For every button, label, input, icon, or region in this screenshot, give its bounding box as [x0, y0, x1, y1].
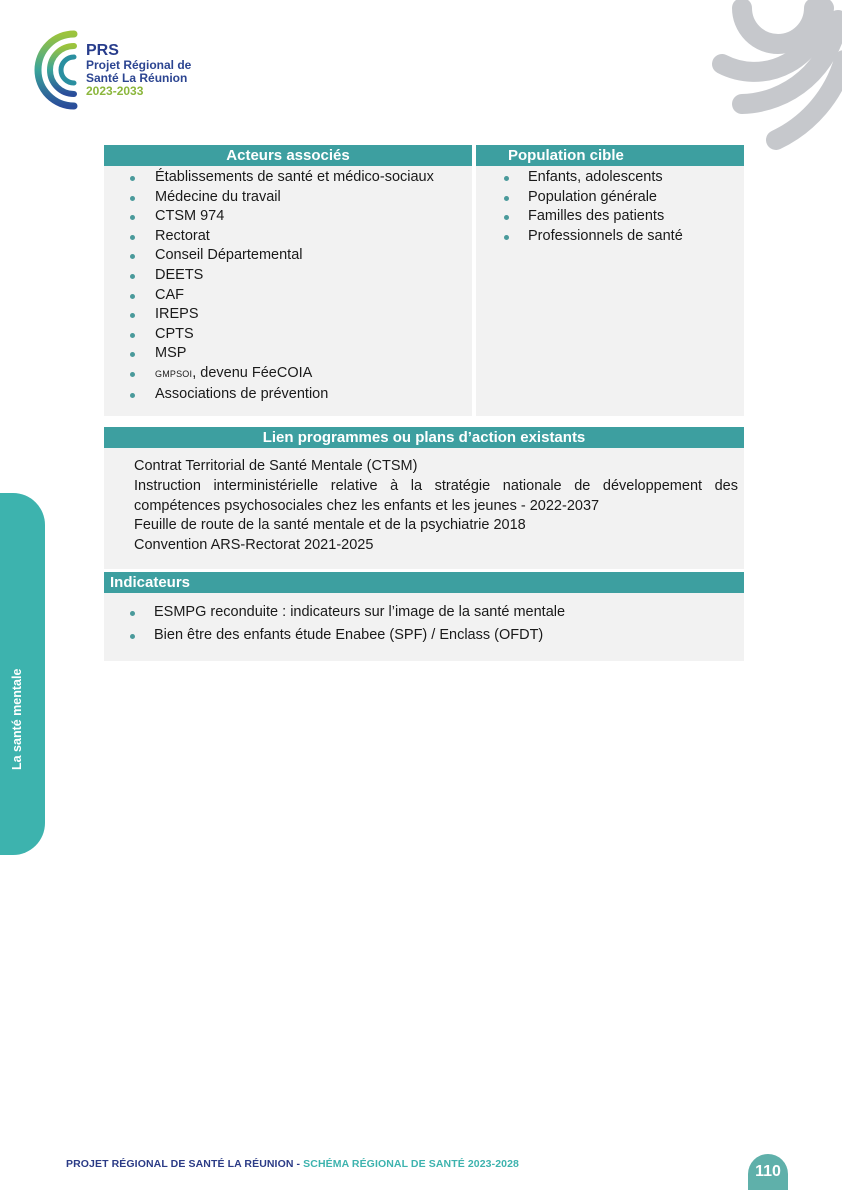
bullet-icon: [504, 196, 509, 201]
page-number: 110: [748, 1154, 788, 1190]
bullet-icon: [504, 176, 509, 181]
bullet-icon: [130, 352, 135, 357]
list-item: Rectorat: [104, 227, 472, 247]
prs-logo: [24, 30, 224, 112]
list-item: Médecine du travail: [104, 188, 472, 208]
list-item: ESMPG reconduite : indicateurs sur l’image de la santé mentale: [104, 601, 744, 624]
list-item: MSP: [104, 344, 472, 364]
bullet-icon: [130, 333, 135, 338]
list-item: Conseil Départemental: [104, 246, 472, 266]
acteurs-population-table: [104, 145, 744, 416]
bullet-icon: [130, 274, 135, 279]
bullet-icon: [130, 634, 135, 639]
list-item: CAF: [104, 286, 472, 306]
list-item: Associations de prévention: [104, 385, 472, 405]
bullet-icon: [130, 372, 135, 377]
logo-acronym: PRS: [86, 42, 119, 59]
population-list: [476, 168, 744, 246]
bullet-icon: [504, 235, 509, 240]
indicateurs-header: Indicateurs: [104, 572, 744, 593]
bullet-icon: [130, 254, 135, 259]
list-item: CPTS: [104, 325, 472, 345]
lien-line: Contrat Territorial de Santé Mentale (CTSM): [134, 458, 418, 474]
lien-content: [104, 448, 744, 569]
list-item: DEETS: [104, 266, 472, 286]
population-header: Population cible: [476, 145, 744, 166]
bullet-icon: [130, 294, 135, 299]
lien-line: Instruction interministérielle relative à la stratégie nationale de développement des compétences psychosociales chez les enfants et les jeunes - 2022-2037: [134, 477, 738, 514]
bullet-icon: [504, 215, 509, 220]
bullet-icon: [130, 235, 135, 240]
prs-arcs-icon: [24, 30, 84, 112]
indicateurs-table: [104, 572, 744, 661]
acteurs-column: [104, 145, 472, 416]
bullet-icon: [130, 196, 135, 201]
decorative-arcs-icon: [702, 0, 842, 160]
list-item: GMPSOI, devenu FéeCOIA: [104, 364, 472, 385]
list-item: Établissements de santé et médico-sociaux: [104, 168, 472, 188]
logo-years: 2023-2033: [86, 84, 144, 98]
acteurs-header: Acteurs associés: [104, 145, 472, 166]
lien-programmes-table: [104, 427, 744, 569]
list-item: Professionnels de santé: [476, 227, 744, 247]
list-item: Familles des patients: [476, 207, 744, 227]
bullet-icon: [130, 611, 135, 616]
lien-line: Feuille de route de la santé mentale et de la psychiatrie 2018: [134, 517, 526, 534]
population-column: [476, 145, 744, 416]
logo-line-2: Santé La Réunion: [86, 71, 188, 85]
list-item: Bien être des enfants étude Enabee (SPF) / Enclass (OFDT): [104, 624, 744, 647]
footer-project: PROJET RÉGIONAL DE SANTÉ LA RÉUNION -: [66, 1158, 304, 1170]
lien-header: Lien programmes ou plans d’action existants: [104, 427, 744, 448]
lien-line: Convention ARS-Rectorat 2021-2025: [134, 537, 374, 554]
logo-line-1: Projet Régional de: [86, 58, 192, 72]
page-footer: [66, 1158, 519, 1170]
bullet-icon: [130, 215, 135, 220]
bullet-icon: [130, 176, 135, 181]
bullet-icon: [130, 313, 135, 318]
indicateurs-list: [104, 601, 744, 647]
acteurs-list: [104, 168, 472, 404]
list-item: Enfants, adolescents: [476, 168, 744, 188]
list-item: IREPS: [104, 305, 472, 325]
bullet-icon: [130, 393, 135, 398]
footer-schema: SCHÉMA RÉGIONAL DE SANTÉ 2023-2028: [303, 1158, 519, 1170]
list-item: CTSM 974: [104, 207, 472, 227]
list-item: Population générale: [476, 188, 744, 208]
